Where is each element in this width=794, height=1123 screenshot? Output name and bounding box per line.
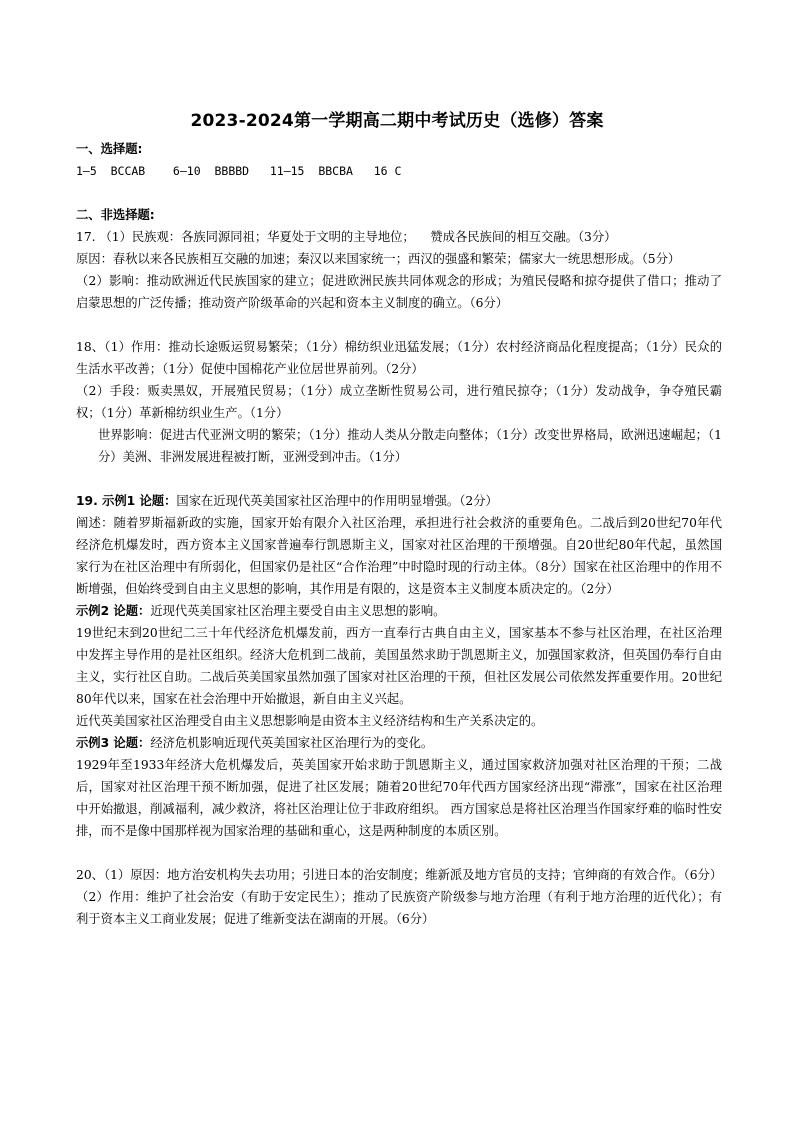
q19-example3-label: 示例3 论题： — [76, 736, 151, 750]
q19-example1-label: 19. 示例1 论题： — [76, 494, 177, 508]
q19-example3-thesis — [76, 732, 722, 754]
q19-example2-label: 示例2 论题： — [76, 604, 151, 618]
q20-part2: （2）作用：维护了社会治安（有助于安定民生）；推动了民族资产阶级参与地方治理（有利于地方治理的近代化）；有利于资本主义工商业发展；促进了维新变法在湖南的开展。（6分） — [76, 890, 722, 926]
q19-example1-body: 阐述：随着罗斯福新政的实施，国家开始有限介入社区治理，承担进行社会救济的重要角色。二战后到20世纪70年代经济危机爆发时，西方资本主义国家普遍奉行凯恩斯主义，国家对社区治理的干预增强。自20世纪80年代起，虽然国家行为在社区治理中有所弱化，但国家仍是社区“合作治理”中时隐时现的行动主体。（8分）国家在社区治理中的作用不断增强，但始终受到自由主义思想的影响，其作用是有限的，这是资本主义制度本质决定的。（2分） — [76, 516, 722, 596]
q19-example2-conclusion: 近代英美国家社区治理受自由主义思想影响是由资本主义经济结构和生产关系决定的。 — [76, 714, 544, 728]
spacer — [76, 468, 722, 490]
spacer — [76, 182, 722, 204]
q17-reasons: 原因：春秋以来各民族相互交融的加速；秦汉以来国家统一；西汉的强盛和繁荣；儒家大一统思想形成。（5分） — [76, 252, 681, 266]
q18-world-impact: 世界影响：促进古代亚洲文明的繁荣；（1分）推动人类从分散走向整体；（1分）改变世界格局，欧洲迅速崛起；（1分）美洲、非洲发展进程被打断，亚洲受到冲击。（1分） — [98, 428, 722, 464]
section2-heading: 二、非选择题: — [76, 208, 155, 222]
section1-heading: 一、选择题: — [76, 142, 143, 156]
document-title: 2023-2024第一学期高二期中考试历史（选修）答案 — [190, 111, 604, 131]
q18-part2: （2）手段：贩卖黑奴，开展殖民贸易；（1分）成立垄断性贸易公司，进行殖民掠夺；（1分）发动战争，争夺殖民霸权；（1分）革新棉纺织业生产。（1分） — [76, 384, 722, 420]
spacer — [76, 842, 722, 864]
spacer — [76, 314, 722, 336]
q19-example2-thesis-text: 近现代英美国家社区治理主要受自由主义思想的影响。 — [150, 604, 446, 618]
q17-part2: （2）影响：推动欧洲近代民族国家的建立；促进欧洲民族共同体观念的形成；为殖民侵略和掠夺提供了借口；推动了启蒙思想的广泛传播；推动资产阶级革命的兴起和资本主义制度的确立。（6分） — [76, 274, 722, 310]
q19-example2-thesis — [76, 600, 722, 622]
q18-part1: 18、（1）作用：推动长途贩运贸易繁荣；（1分）棉纺织业迅猛发展；（1分）农村经济商品化程度提高；（1分）民众的生活水平改善；（1分）促使中国棉花产业位居世界前列。（2分） — [76, 340, 722, 376]
q19-example3-body: 1929年至1933年经济大危机爆发后，英美国家开始求助于凯恩斯主义，通过国家救济加强对社区治理的干预；二战后，国家对社区治理干预不断加强，促进了社区发展；随着20世纪70年代西方国家经济出现“滞涨”，国家在社区治理中开始撤退，削减福利，减少救济，将社区治理让位于非政府组织。 西方国家总是将社区治理当作国家纾难的临时性安排，而不是像中国那样视为国家治理的基础和重心，这是两种制度的本质区别。 — [76, 758, 722, 838]
q17-part1: 17. （1）民族观：各族同源同祖；华夏处于文明的主导地位； 赞成各民族间的相互交融。（3分） — [76, 230, 617, 244]
q19-example1-thesis — [76, 490, 722, 512]
q19-example3-thesis-text: 经济危机影响近现代英美国家社区治理行为的变化。 — [150, 736, 434, 750]
q19-example2-body: 19世纪末到20世纪二三十年代经济危机爆发前，西方一直奉行古典自由主义，国家基本不参与社区治理，在社区治理中发挥主导作用的是社区组织。经济大危机到二战前，美国虽然求助于凯恩斯主义，加强国家救济，但英国仍奉行自由主义，实行社区自助。二战后英美国家虽然加强了国家对社区治理的干预，但社区发展公司依然发挥重要作用。20世纪80年代以来，国家在社会治理中开始撤退，新自由主义兴起。 — [76, 626, 722, 706]
document-body — [76, 138, 722, 930]
q20-part1: 20、（1）原因：地方治安机构失去功用；引进日本的治安制度；维新派及地方官员的支持；官绅商的有效合作。（6分） — [76, 868, 723, 882]
choice-answers: 1—5 BCCAB 6—10 BBBBD 11—15 BBCBA 16 C — [76, 164, 402, 178]
q19-example1-thesis-text: 国家在近现代英美国家社区治理中的作用明显增强。（2分） — [176, 494, 498, 508]
